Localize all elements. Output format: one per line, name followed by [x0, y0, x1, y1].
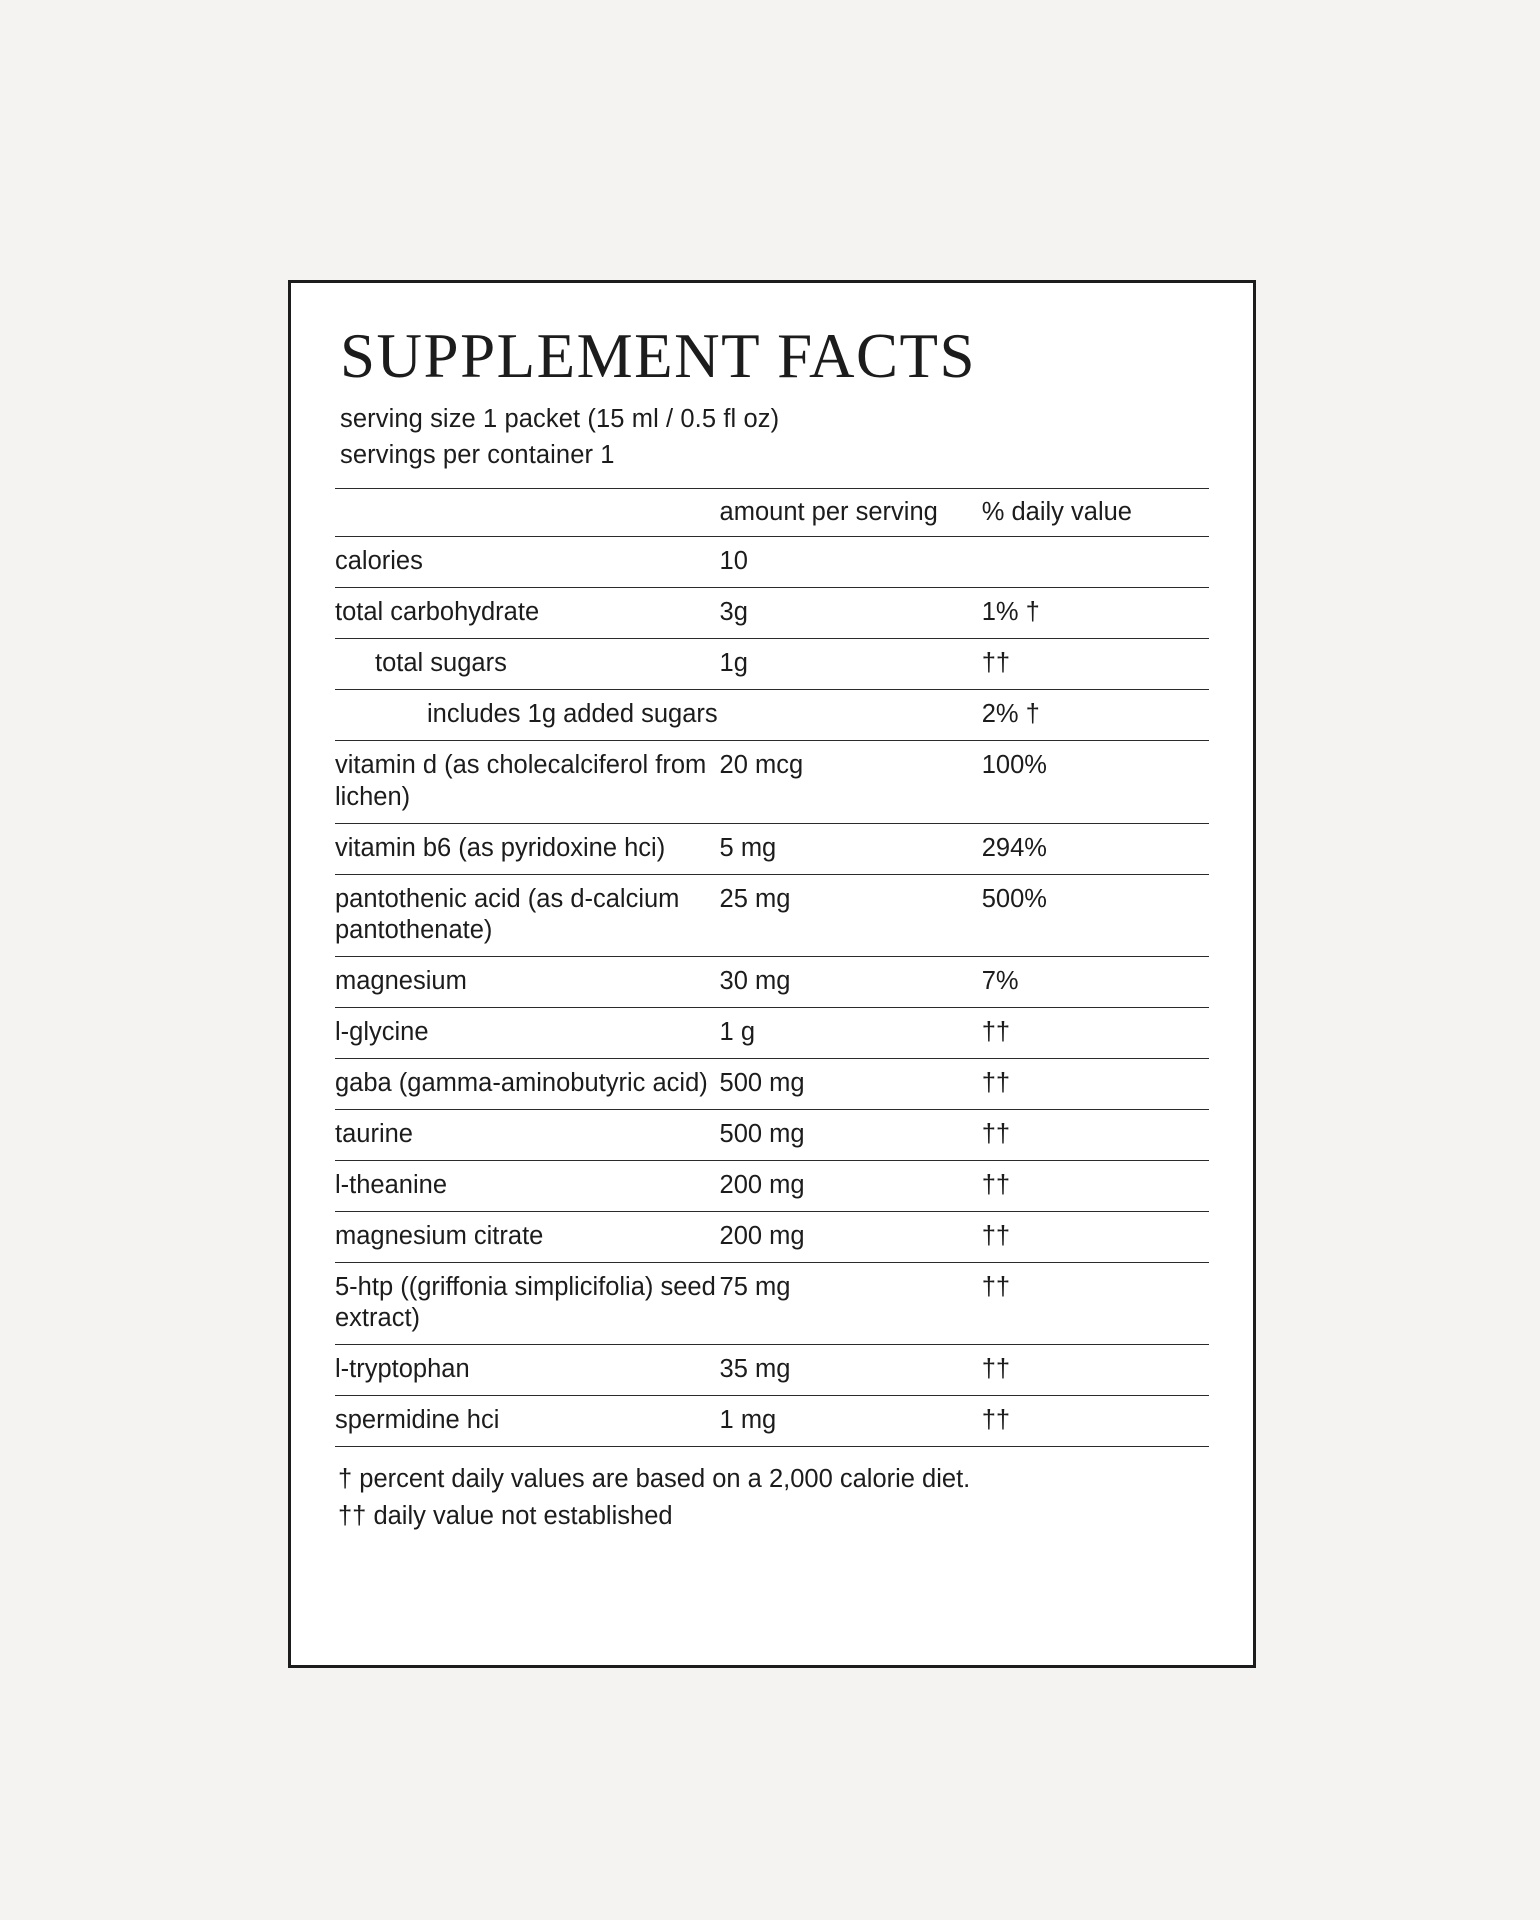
- table-row: [335, 1160, 1209, 1211]
- nutrient-amount: 75 mg: [720, 1262, 982, 1345]
- nutrient-name: vitamin d (as cholecalciferol from lichen): [335, 740, 720, 823]
- table-row: [335, 1059, 1209, 1110]
- nutrient-name: gaba (gamma-aminobutyric acid): [335, 1059, 720, 1110]
- table-row: [335, 1008, 1209, 1059]
- table-row: [335, 537, 1209, 588]
- nutrient-daily-value: 500%: [982, 874, 1209, 957]
- table-row: [335, 1109, 1209, 1160]
- table-row: [335, 1262, 1209, 1345]
- nutrient-amount: 200 mg: [720, 1211, 982, 1262]
- nutrient-daily-value: 294%: [982, 823, 1209, 874]
- nutrient-name: total carbohydrate: [335, 588, 720, 639]
- nutrient-name: 5-htp ((griffonia simplicifolia) seed extract): [335, 1262, 720, 1345]
- nutrient-daily-value: ††: [982, 1109, 1209, 1160]
- nutrient-amount: 1g: [720, 639, 982, 690]
- nutrient-daily-value: ††: [982, 1211, 1209, 1262]
- table-row: [335, 823, 1209, 874]
- supplement-facts-panel: [288, 280, 1256, 1668]
- table-row: [335, 639, 1209, 690]
- table-header-row: [335, 488, 1209, 537]
- nutrient-name: includes 1g added sugars: [335, 690, 720, 741]
- nutrient-amount: 5 mg: [720, 823, 982, 874]
- nutrient-name: spermidine hci: [335, 1396, 720, 1447]
- nutrient-name: vitamin b6 (as pyridoxine hci): [335, 823, 720, 874]
- nutrient-name: taurine: [335, 1109, 720, 1160]
- nutrient-amount: 500 mg: [720, 1059, 982, 1110]
- nutrient-daily-value: ††: [982, 1160, 1209, 1211]
- nutrient-amount: 20 mcg: [720, 740, 982, 823]
- nutrient-amount: 35 mg: [720, 1345, 982, 1396]
- table-row: [335, 690, 1209, 741]
- nutrient-daily-value: 7%: [982, 957, 1209, 1008]
- nutrient-amount: 1 g: [720, 1008, 982, 1059]
- footnote-single-dagger: † percent daily values are based on a 2,000 calorie diet.: [338, 1465, 971, 1494]
- nutrient-daily-value: ††: [982, 639, 1209, 690]
- nutrient-name: l-glycine: [335, 1008, 720, 1059]
- nutrient-daily-value: 100%: [982, 740, 1209, 823]
- serving-size-text: serving size 1 packet (15 ml / 0.5 fl oz): [340, 405, 780, 434]
- nutrient-amount: 1 mg: [720, 1396, 982, 1447]
- nutrient-amount: 10: [720, 537, 982, 588]
- table-row: [335, 740, 1209, 823]
- column-header-daily-value: % daily value: [982, 488, 1209, 537]
- table-row: [335, 874, 1209, 957]
- servings-per-container-text: servings per container 1: [340, 441, 615, 470]
- nutrient-amount: 3g: [720, 588, 982, 639]
- nutrient-amount: 500 mg: [720, 1109, 982, 1160]
- table-row: [335, 1396, 1209, 1447]
- nutrient-name: l-theanine: [335, 1160, 720, 1211]
- nutrient-name: magnesium: [335, 957, 720, 1008]
- nutrient-name: l-tryptophan: [335, 1345, 720, 1396]
- nutrient-name: pantothenic acid (as d-calcium pantothenate): [335, 874, 720, 957]
- table-row: [335, 957, 1209, 1008]
- nutrient-amount: [720, 690, 982, 741]
- nutrient-daily-value: ††: [982, 1059, 1209, 1110]
- nutrient-name: magnesium citrate: [335, 1211, 720, 1262]
- nutrient-amount: 30 mg: [720, 957, 982, 1008]
- page-title: SUPPLEMENT FACTS: [340, 321, 977, 391]
- nutrient-daily-value: ††: [982, 1262, 1209, 1345]
- footnotes: [338, 1461, 1209, 1534]
- nutrient-daily-value: 2% †: [982, 690, 1209, 741]
- nutrient-daily-value: ††: [982, 1345, 1209, 1396]
- table-row: [335, 1345, 1209, 1396]
- nutrient-name: total sugars: [335, 639, 720, 690]
- nutrition-table: [335, 488, 1209, 1448]
- table-row: [335, 1211, 1209, 1262]
- nutrient-amount: 200 mg: [720, 1160, 982, 1211]
- nutrient-name: calories: [335, 537, 720, 588]
- nutrient-daily-value: ††: [982, 1008, 1209, 1059]
- footnote-double-dagger: †† daily value not established: [338, 1501, 673, 1530]
- table-row: [335, 588, 1209, 639]
- nutrient-daily-value: [982, 537, 1209, 588]
- column-header-amount: amount per serving: [720, 488, 982, 537]
- nutrient-amount: 25 mg: [720, 874, 982, 957]
- nutrient-daily-value: ††: [982, 1396, 1209, 1447]
- nutrient-daily-value: 1% †: [982, 588, 1209, 639]
- column-header-nutrient: [335, 488, 720, 537]
